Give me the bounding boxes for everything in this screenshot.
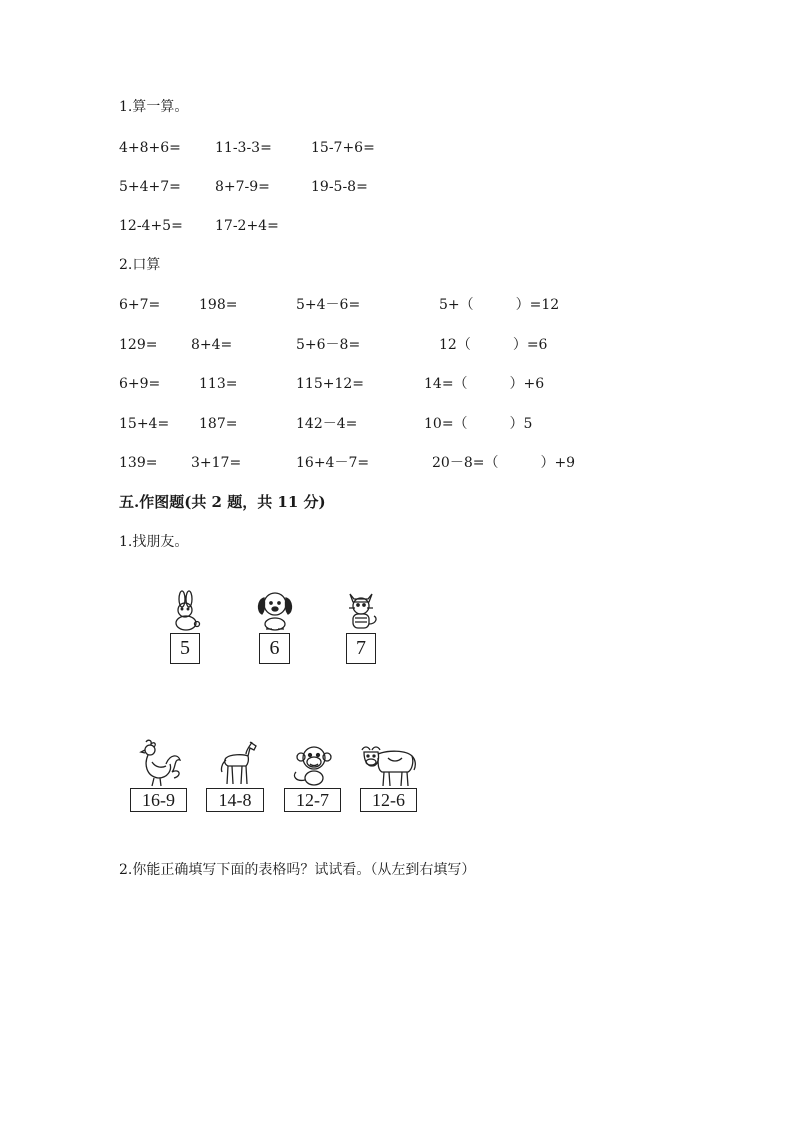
- q2-title: 2.口算: [119, 257, 161, 273]
- q2-r2-c2: 8+4=: [191, 337, 233, 353]
- number-box-5: 5: [170, 633, 200, 664]
- q2-r3-c2: 113=: [199, 376, 238, 392]
- q1-r2-c3: 19-5-8=: [311, 179, 368, 195]
- q2-r3-c3: 115+12=: [296, 376, 364, 392]
- q2-r3-c1: 6+9=: [119, 376, 161, 392]
- q1-title: 1.算一算。: [119, 99, 189, 115]
- q2-r5-c1: 139=: [119, 455, 158, 471]
- expression-box-16-9: 16-9: [130, 788, 187, 812]
- rooster-icon: [134, 738, 184, 788]
- q1-r1-c2: 11-3-3=: [215, 140, 272, 156]
- q1-r3-c2: 17-2+4=: [215, 218, 279, 234]
- rabbit-icon: [164, 590, 206, 632]
- q2-r1-c3: 5+4－6=: [296, 297, 361, 313]
- q2-r1-c1: 6+7=: [119, 297, 161, 313]
- q2-r4-c1: 15+4=: [119, 416, 170, 432]
- q2-r1-c2: 198=: [199, 297, 238, 313]
- expression-box-14-8: 14-8: [206, 788, 264, 812]
- expression-box-12-7: 12-7: [284, 788, 341, 812]
- q2-r5-c2: 3+17=: [191, 455, 242, 471]
- q2-r2-c1: 129=: [119, 337, 158, 353]
- q1-r3-c1: 12-4+5=: [119, 218, 183, 234]
- q2-r2-c3: 5+6－8=: [296, 337, 361, 353]
- number-box-7: 7: [346, 633, 376, 664]
- q2-r4-c4: 10=（ ）5: [424, 416, 533, 432]
- monkey-icon: [288, 742, 336, 788]
- q2-r3-c4: 14=（ ）+6: [424, 376, 545, 392]
- number-box-6: 6: [259, 633, 290, 664]
- section-heading: 五.作图题(共 2 题，共 11 分): [119, 493, 326, 511]
- expression-box-12-6: 12-6: [360, 788, 417, 812]
- q1-r2-c1: 5+4+7=: [119, 179, 181, 195]
- q2-r4-c2: 187=: [199, 416, 238, 432]
- q2-r5-c3: 16+4－7=: [296, 455, 370, 471]
- q2-r5-c4: 20－8=（ ）+9: [432, 455, 576, 471]
- q2-r4-c3: 142－4=: [296, 416, 358, 432]
- q5-1-title: 1.找朋友。: [119, 534, 189, 550]
- q1-r2-c2: 8+7-9=: [215, 179, 270, 195]
- horse-icon: [216, 738, 262, 788]
- cow-icon: [358, 742, 418, 788]
- dog-icon: [253, 588, 297, 632]
- q1-r1-c1: 4+8+6=: [119, 140, 181, 156]
- q2-r1-c4: 5+（ ）=12: [439, 297, 560, 313]
- q1-r1-c3: 15-7+6=: [311, 140, 375, 156]
- cat-icon: [340, 588, 382, 632]
- q2-r2-c4: 12（ ）=6: [439, 337, 548, 353]
- q5-2-title: 2.你能正确填写下面的表格吗？试试看。（从左到右填写）: [119, 862, 476, 878]
